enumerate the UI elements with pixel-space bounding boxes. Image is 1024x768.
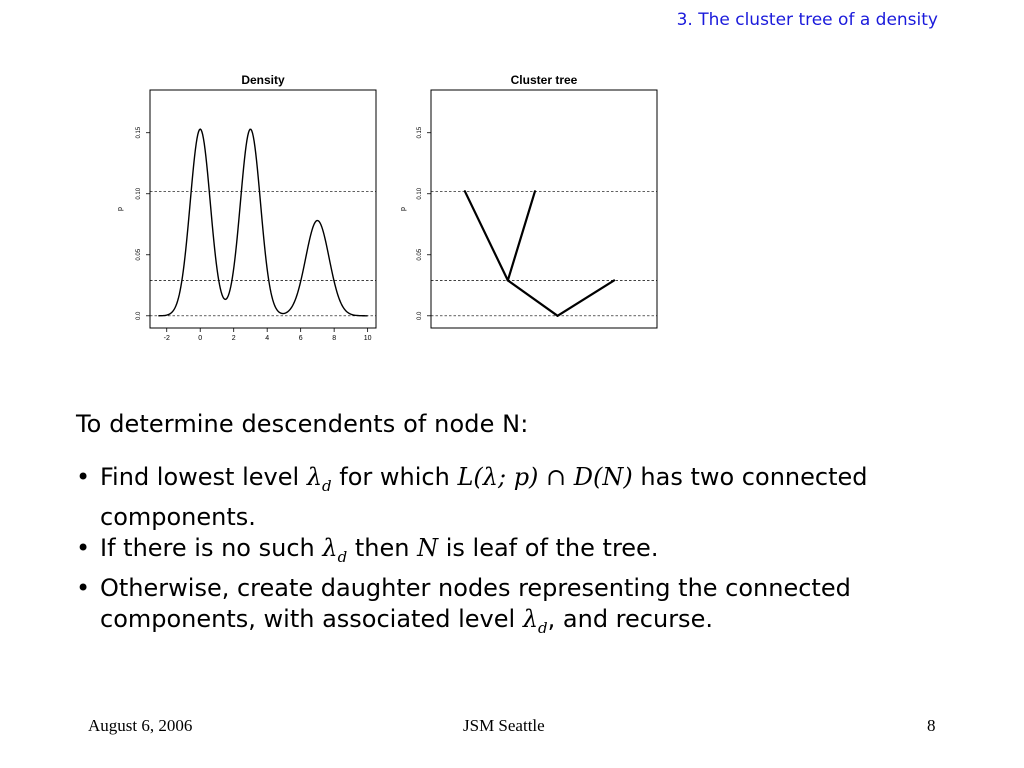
subscript-d: d <box>337 547 348 566</box>
lambda-glyph: λ <box>306 463 323 491</box>
density-xtick-label: 8 <box>332 335 337 342</box>
bullet-list <box>76 462 956 643</box>
lambda-d-symbol <box>306 463 332 495</box>
level-set-expression: L(λ; p) ∩ D(N) <box>457 463 633 491</box>
bullet-item-1 <box>76 462 956 533</box>
cluster-tree-title: Cluster tree <box>510 73 578 87</box>
cluster-tree-edge <box>465 191 508 280</box>
bullet-1-pre: Find lowest level <box>100 463 300 491</box>
cluster-tree-frame <box>431 90 657 328</box>
lambda-glyph: λ <box>522 604 539 633</box>
bullet-3-post: , and recurse. <box>547 604 713 633</box>
footer-date: August 6, 2006 <box>88 716 193 735</box>
bullet-marker: • <box>76 573 91 602</box>
density-ylabel: p <box>117 207 124 211</box>
node-n-symbol: N <box>417 533 439 562</box>
subscript-d: d <box>322 476 332 495</box>
bullet-2-post: is leaf of the tree. <box>445 533 659 562</box>
bullet-1-mid: for which <box>339 463 450 491</box>
cluster-tree-ylabel: p <box>400 207 407 211</box>
density-panel <box>117 73 376 342</box>
bullet-marker: • <box>76 463 91 491</box>
lambda-d-symbol <box>322 533 348 566</box>
density-curve <box>158 129 367 316</box>
cluster-tree-panel <box>400 73 657 328</box>
lambda-glyph: λ <box>322 533 338 562</box>
footer-page-number: 8 <box>927 716 936 735</box>
density-ytick-label: 0.10 <box>136 187 142 200</box>
bullet-1-post: has two connected components. <box>100 463 868 531</box>
cluster-tree-ytick-label: 0.15 <box>417 126 423 139</box>
cluster-tree-edge <box>508 280 558 315</box>
density-plot-title: Density <box>241 73 285 87</box>
footer-venue: JSM Seattle <box>463 716 545 735</box>
bullet-item-2 <box>76 533 956 573</box>
cluster-tree-ytick-label: 0.05 <box>417 248 423 261</box>
cluster-tree-ytick-label: 0.0 <box>417 311 423 320</box>
density-xtick-label: 0 <box>198 335 203 342</box>
cluster-tree-edge <box>558 280 615 315</box>
density-xtick-label: 10 <box>363 335 372 342</box>
density-xtick-label: 6 <box>298 335 303 342</box>
density-xtick-label: 4 <box>265 335 270 342</box>
plots-figure <box>110 62 670 352</box>
bullet-item-3 <box>76 573 956 644</box>
bullet-3-pre: Otherwise, create daughter nodes representing the connected components, with associated level <box>100 573 851 633</box>
bullet-2-pre: If there is no such <box>100 533 315 562</box>
bullet-2-mid: then <box>354 533 410 562</box>
density-ytick-label: 0.15 <box>136 126 142 139</box>
bullet-marker: • <box>76 533 91 562</box>
lambda-d-symbol <box>522 604 548 637</box>
density-ytick-label: 0.0 <box>136 311 142 320</box>
intro-text: To determine descendents of node N: <box>76 410 529 438</box>
section-header: 3. The cluster tree of a density <box>676 10 938 30</box>
cluster-tree-edge <box>508 191 535 280</box>
density-xtick-label: 2 <box>231 335 236 342</box>
density-xtick-label: -2 <box>163 335 170 342</box>
density-ytick-label: 0.05 <box>136 248 142 261</box>
cluster-tree-ytick-label: 0.10 <box>417 187 423 200</box>
density-plot-frame <box>150 90 376 328</box>
subscript-d: d <box>538 618 548 637</box>
